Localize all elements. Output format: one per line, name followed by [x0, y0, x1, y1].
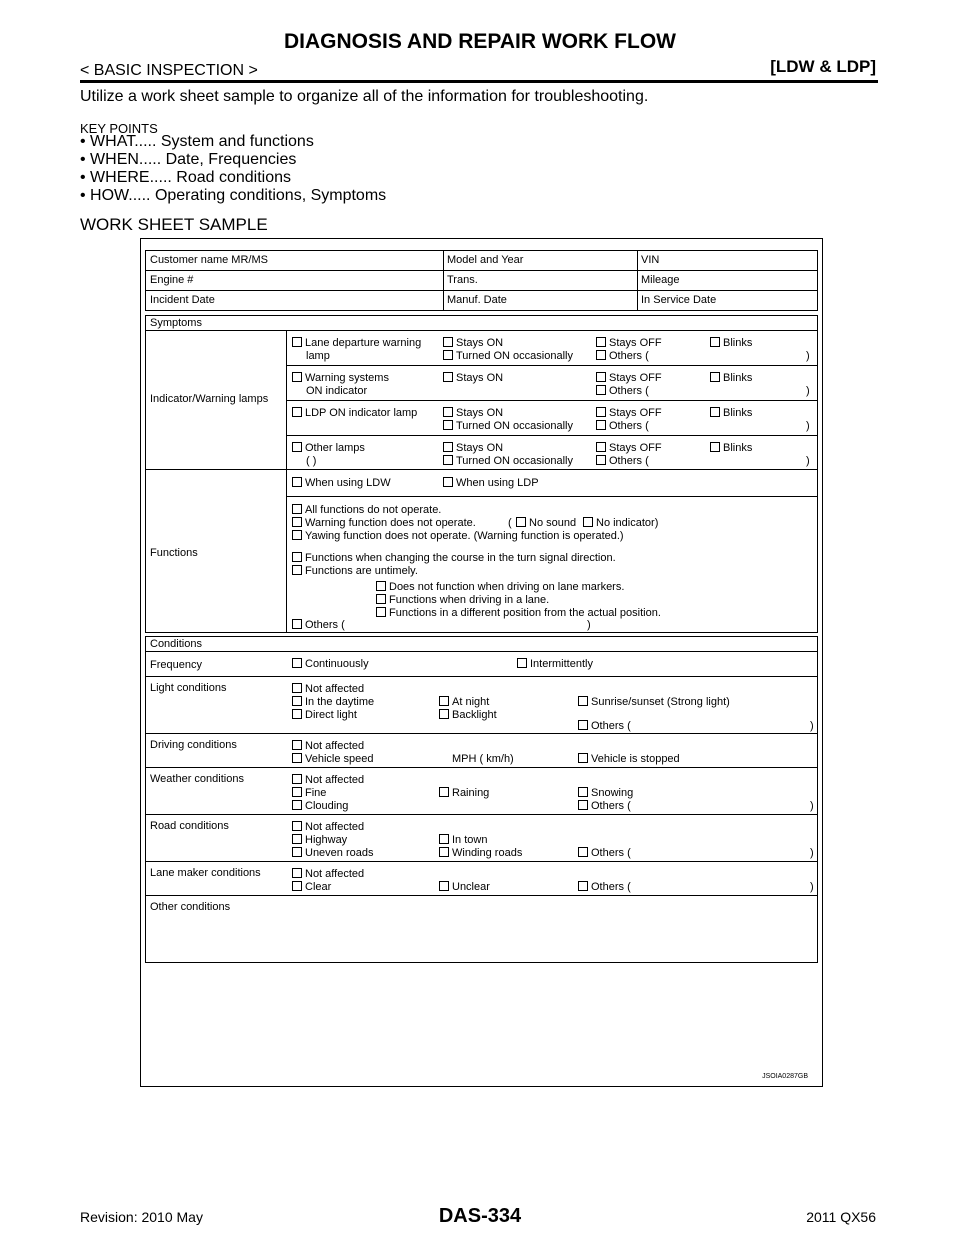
- closing-paren: ): [806, 350, 810, 362]
- functions-label: Functions: [150, 547, 198, 559]
- checkbox-icon: [443, 442, 453, 452]
- turned-on-occasionally-option[interactable]: Turned ON occasionally: [443, 350, 573, 363]
- frequency-row: [146, 652, 817, 677]
- table-row: [146, 271, 817, 291]
- checkbox-icon: [292, 517, 302, 527]
- lamp-row: [286, 401, 817, 436]
- checkbox-icon: [578, 847, 588, 857]
- blinks-option[interactable]: Blinks: [710, 442, 752, 455]
- stays-on-option[interactable]: Stays ON: [443, 442, 503, 455]
- checkbox-icon: [443, 337, 453, 347]
- checkbox-icon: [578, 753, 588, 763]
- blinks-option[interactable]: Blinks: [710, 337, 752, 350]
- key-points-title: KEY POINTS: [80, 121, 158, 136]
- trans-label: Trans.: [447, 274, 478, 286]
- others-option[interactable]: Others (: [596, 350, 649, 363]
- no-sound-option[interactable]: No sound: [516, 517, 576, 530]
- key-point-item: • WHEN..... Date, Frequencies: [80, 151, 386, 169]
- not-affected-option[interactable]: Not affected: [292, 683, 364, 696]
- checkbox-icon: [292, 774, 302, 784]
- others-option[interactable]: Others (: [578, 847, 631, 860]
- yawing-function-not-operate-option[interactable]: Yawing function does not operate. (Warning function is operated.): [292, 530, 624, 543]
- checkbox-icon: [292, 709, 302, 719]
- no-indicator-option[interactable]: No indicator): [583, 517, 658, 530]
- continuously-option[interactable]: Continuously: [292, 658, 369, 671]
- checkbox-icon: [292, 881, 302, 891]
- checkbox-icon: [596, 407, 606, 417]
- others-option[interactable]: Others (: [596, 385, 649, 398]
- snowing-option[interactable]: Snowing: [578, 787, 633, 800]
- manuf-date-label: Manuf. Date: [447, 294, 507, 306]
- driving-conditions-label: Driving conditions: [150, 739, 237, 751]
- checkbox-icon: [578, 696, 588, 706]
- checkbox-icon: [376, 581, 386, 591]
- others-option[interactable]: Others (: [578, 720, 631, 733]
- other-conditions-label: Other conditions: [150, 901, 231, 913]
- not-affected-option[interactable]: Not affected: [292, 774, 364, 787]
- checkbox-icon: [596, 337, 606, 347]
- model-year-label: Model and Year: [447, 254, 524, 266]
- uneven-roads-option[interactable]: Uneven roads: [292, 847, 374, 860]
- checkbox-icon: [578, 787, 588, 797]
- closing-paren: ): [587, 619, 591, 631]
- backlight-option[interactable]: Backlight: [439, 709, 497, 722]
- checkbox-icon: [292, 619, 302, 629]
- checkbox-icon: [596, 455, 606, 465]
- customer-info-table: [145, 250, 818, 311]
- checkbox-icon: [292, 753, 302, 763]
- checkbox-icon: [596, 350, 606, 360]
- lane-maker-conditions-row: [146, 862, 817, 896]
- checkbox-icon: [443, 350, 453, 360]
- work-sheet: [140, 238, 823, 1087]
- closing-paren: ): [810, 847, 814, 859]
- checkbox-icon: [578, 720, 588, 730]
- stays-on-option[interactable]: Stays ON: [443, 337, 503, 350]
- raining-option[interactable]: Raining: [439, 787, 489, 800]
- turned-on-occasionally-option[interactable]: Turned ON occasionally: [443, 455, 573, 468]
- lamp-option[interactable]: LDP ON indicator lamp: [292, 407, 417, 420]
- closing-paren: ): [806, 455, 810, 467]
- lane-maker-conditions-label: Lane maker conditions: [150, 867, 261, 879]
- revision-text: Revision: 2010 May: [80, 1209, 203, 1225]
- light-conditions-row: [146, 677, 817, 734]
- lamp-row: [286, 331, 817, 366]
- vehicle-speed-option[interactable]: Vehicle speed: [292, 753, 374, 766]
- lamp-option-cont: ( ): [306, 455, 317, 467]
- checkbox-icon: [443, 477, 453, 487]
- checkbox-icon: [292, 372, 302, 382]
- checkbox-icon: [292, 696, 302, 706]
- intro-text: Utilize a work sheet sample to organize all of the information for troubleshooting.: [80, 88, 649, 105]
- others-option[interactable]: Others (: [596, 420, 649, 433]
- speed-field: MPH ( km/h): [452, 753, 514, 765]
- checkbox-icon: [443, 420, 453, 430]
- highway-option[interactable]: Highway: [292, 834, 347, 847]
- checkbox-icon: [292, 683, 302, 693]
- direct-light-option[interactable]: Direct light: [292, 709, 357, 722]
- checkbox-icon: [292, 504, 302, 514]
- different-position-option[interactable]: Functions in a different position from the actual position.: [376, 607, 661, 620]
- checkbox-icon: [376, 607, 386, 617]
- other-conditions-row: [146, 896, 817, 962]
- lamp-row: [286, 366, 817, 401]
- clear-option[interactable]: Clear: [292, 881, 331, 894]
- section-label: < BASIC INSPECTION >: [80, 62, 258, 79]
- checkbox-icon: [292, 337, 302, 347]
- checkbox-icon: [292, 565, 302, 575]
- checkbox-icon: [292, 868, 302, 878]
- checkbox-icon: [443, 372, 453, 382]
- checkbox-icon: [292, 847, 302, 857]
- checkbox-icon: [439, 787, 449, 797]
- when-using-ldp-option[interactable]: When using LDP: [443, 477, 539, 490]
- page-number: DAS-334: [438, 1205, 522, 1227]
- work-sheet-title: WORK SHEET SAMPLE: [80, 215, 268, 234]
- checkbox-icon: [292, 477, 302, 487]
- checkbox-icon: [710, 372, 720, 382]
- customer-name-label: Customer name MR/MS: [150, 254, 268, 266]
- checkbox-icon: [517, 658, 527, 668]
- closing-paren: ): [810, 881, 814, 893]
- checkbox-icon: [439, 834, 449, 844]
- checkbox-icon: [443, 407, 453, 417]
- when-using-ldw-option[interactable]: When using LDW: [292, 477, 391, 490]
- checkbox-icon: [516, 517, 526, 527]
- others-option[interactable]: Others (: [292, 619, 345, 632]
- header-divider: [80, 80, 878, 83]
- symptoms-label: Symptoms: [146, 316, 817, 331]
- untimely-option[interactable]: Functions are untimely.: [292, 565, 418, 578]
- closing-paren: ): [806, 385, 810, 397]
- checkbox-icon: [596, 442, 606, 452]
- checkbox-icon: [596, 372, 606, 382]
- lamp-option-cont: lamp: [306, 350, 330, 362]
- key-points-list: [80, 133, 386, 205]
- frequency-label: Frequency: [150, 659, 202, 671]
- driving-conditions-row: [146, 734, 817, 768]
- others-option[interactable]: Others (: [578, 800, 631, 813]
- fine-option[interactable]: Fine: [292, 787, 326, 800]
- in-service-date-label: In Service Date: [641, 294, 717, 306]
- sunrise-sunset-option[interactable]: Sunrise/sunset (Strong light): [578, 696, 730, 709]
- checkbox-icon: [443, 455, 453, 465]
- others-option[interactable]: Others (: [596, 455, 649, 468]
- blinks-option[interactable]: Blinks: [710, 372, 752, 385]
- stays-off-option[interactable]: Stays OFF: [596, 442, 662, 455]
- checkbox-icon: [439, 696, 449, 706]
- checkbox-icon: [292, 407, 302, 417]
- unclear-option[interactable]: Unclear: [439, 881, 490, 894]
- weather-conditions-label: Weather conditions: [150, 773, 244, 785]
- stays-off-option[interactable]: Stays OFF: [596, 372, 662, 385]
- model-text: 2011 QX56: [806, 1209, 876, 1225]
- symptoms-table: [145, 315, 818, 633]
- closing-paren: ): [806, 420, 810, 432]
- key-point-item: • WHERE..... Road conditions: [80, 169, 386, 187]
- intermittently-option[interactable]: Intermittently: [517, 658, 593, 671]
- road-conditions-label: Road conditions: [150, 820, 229, 832]
- mileage-label: Mileage: [641, 274, 680, 286]
- paren-open: (: [508, 517, 512, 529]
- checkbox-icon: [292, 530, 302, 540]
- checkbox-icon: [292, 800, 302, 810]
- checkbox-icon: [292, 740, 302, 750]
- stays-on-option[interactable]: Stays ON: [443, 407, 503, 420]
- page-title: DIAGNOSIS AND REPAIR WORK FLOW: [284, 30, 676, 53]
- stays-off-option[interactable]: Stays OFF: [596, 407, 662, 420]
- blinks-option[interactable]: Blinks: [710, 407, 752, 420]
- checkbox-icon: [578, 800, 588, 810]
- lamp-option-cont: ON indicator: [306, 385, 368, 397]
- checkbox-icon: [439, 709, 449, 719]
- at-night-option[interactable]: At night: [439, 696, 489, 709]
- lamp-option[interactable]: Other lamps: [292, 442, 365, 455]
- checkbox-icon: [292, 834, 302, 844]
- winding-roads-option[interactable]: Winding roads: [439, 847, 522, 860]
- checkbox-icon: [439, 847, 449, 857]
- checkbox-icon: [292, 821, 302, 831]
- road-conditions-row: [146, 815, 817, 862]
- lane-markers-option[interactable]: Does not function when driving on lane markers.: [376, 581, 624, 594]
- lamp-option[interactable]: Warning systems: [292, 372, 389, 385]
- daytime-option[interactable]: In the daytime: [292, 696, 374, 709]
- key-point-item: • HOW..... Operating conditions, Symptoms: [80, 187, 386, 205]
- lamp-option[interactable]: Lane departure warning: [292, 337, 421, 350]
- checkbox-icon: [292, 658, 302, 668]
- functions-usage-row: [286, 470, 817, 497]
- not-affected-option[interactable]: Not affected: [292, 740, 364, 753]
- weather-conditions-row: [146, 768, 817, 815]
- not-affected-option[interactable]: Not affected: [292, 821, 364, 834]
- figure-code: JSOIA0287GB: [762, 1073, 808, 1080]
- turn-signal-option[interactable]: Functions when changing the course in the turn signal direction.: [292, 552, 616, 565]
- stays-on-option[interactable]: Stays ON: [443, 372, 503, 385]
- checkbox-icon: [292, 552, 302, 562]
- checkbox-icon: [376, 594, 386, 604]
- clouding-option[interactable]: Clouding: [292, 800, 348, 813]
- checkbox-icon: [578, 881, 588, 891]
- closing-paren: ): [810, 800, 814, 812]
- incident-date-label: Incident Date: [150, 294, 215, 306]
- system-label: [LDW & LDP]: [770, 57, 876, 76]
- functions-options: [286, 497, 817, 632]
- engine-label: Engine #: [150, 274, 194, 286]
- checkbox-icon: [292, 442, 302, 452]
- others-option[interactable]: Others (: [578, 881, 631, 894]
- in-lane-option[interactable]: Functions when driving in a lane.: [376, 594, 549, 607]
- stays-off-option[interactable]: Stays OFF: [596, 337, 662, 350]
- checkbox-icon: [710, 337, 720, 347]
- checkbox-icon: [292, 787, 302, 797]
- vehicle-stopped-option[interactable]: Vehicle is stopped: [578, 753, 680, 766]
- in-town-option[interactable]: In town: [439, 834, 487, 847]
- lamp-row: [286, 436, 817, 470]
- table-row: [146, 291, 817, 310]
- conditions-table: [145, 636, 818, 963]
- vin-label: VIN: [641, 254, 660, 266]
- checkbox-icon: [596, 420, 606, 430]
- checkbox-icon: [596, 385, 606, 395]
- checkbox-icon: [710, 407, 720, 417]
- turned-on-occasionally-option[interactable]: Turned ON occasionally: [443, 420, 573, 433]
- checkbox-icon: [710, 442, 720, 452]
- checkbox-icon: [583, 517, 593, 527]
- all-functions-not-operate-option[interactable]: All functions do not operate.: [292, 504, 441, 517]
- not-affected-option[interactable]: Not affected: [292, 868, 364, 881]
- conditions-label: Conditions: [146, 637, 817, 652]
- table-row: [146, 251, 817, 271]
- indicator-lamps-label: Indicator/Warning lamps: [150, 393, 269, 405]
- closing-paren: ): [810, 720, 814, 732]
- checkbox-icon: [439, 881, 449, 891]
- key-point-item: • WHAT..... System and functions: [80, 133, 386, 151]
- warning-function-not-operate-option[interactable]: Warning function does not operate.: [292, 517, 476, 530]
- light-conditions-label: Light conditions: [150, 682, 227, 694]
